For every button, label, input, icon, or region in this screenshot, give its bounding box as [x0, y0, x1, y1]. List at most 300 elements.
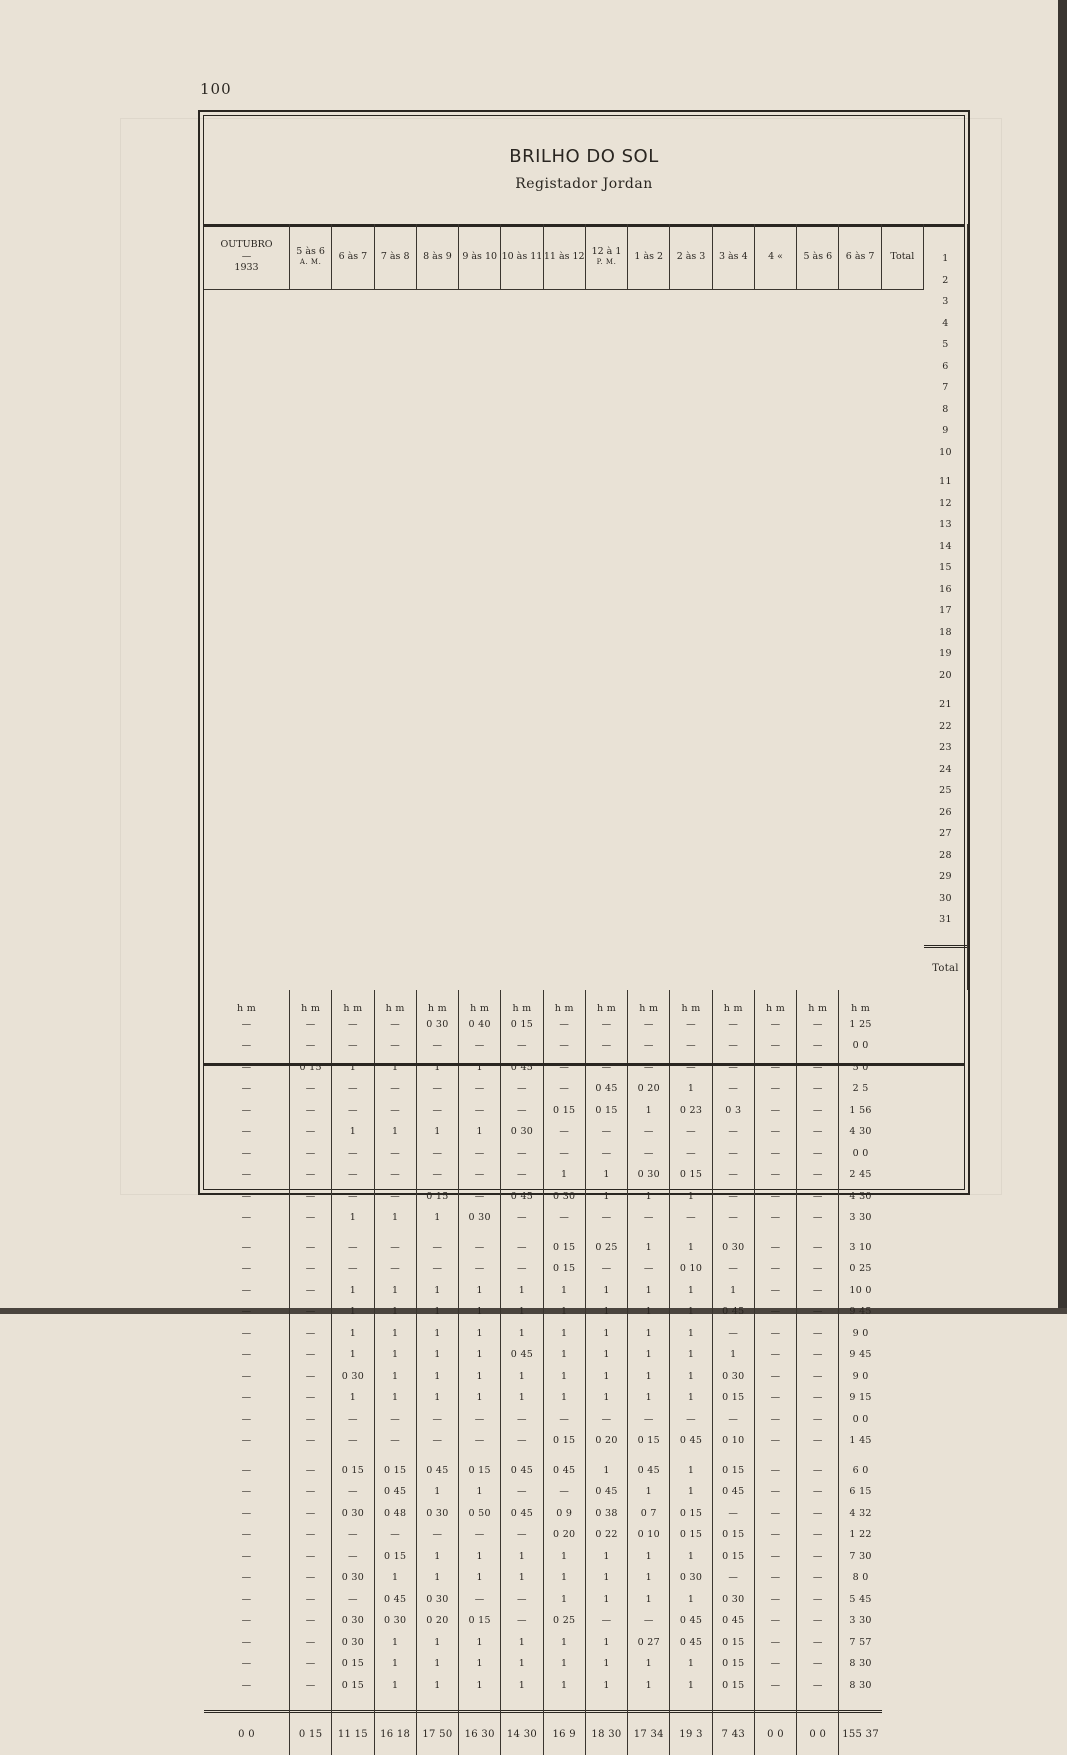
table-cell: 0 45: [501, 1344, 542, 1366]
table-cell: 0 30: [332, 1366, 373, 1388]
table-cell: 0 15: [459, 1610, 500, 1632]
table-cell: —: [586, 1143, 627, 1165]
table-cell: 9 15: [839, 1387, 881, 1409]
table-cell: —: [417, 1078, 458, 1100]
row-gap: [628, 1452, 669, 1460]
table-cell: 0 20: [417, 1610, 458, 1632]
table-cell: 3 30: [839, 1610, 881, 1632]
value-column-13: [797, 990, 839, 1755]
total-label: Total: [924, 948, 967, 990]
table-cell: 6 0: [839, 1460, 881, 1482]
table-cell: 1: [375, 1207, 416, 1229]
table-cell: —: [501, 1100, 542, 1122]
table-cell: 0 15: [544, 1237, 585, 1259]
table-cell: 1: [459, 1567, 500, 1589]
total-cell: 0 0: [797, 1713, 838, 1755]
table-cell: —: [713, 1409, 754, 1431]
table-cell: 0 15: [332, 1460, 373, 1482]
table-cell: —: [332, 1546, 373, 1568]
unit-label: h m: [501, 990, 542, 1014]
row-gap: [375, 1452, 416, 1460]
header-col-10: [713, 224, 755, 290]
table-cell: —: [332, 1237, 373, 1259]
table-cell: —: [544, 1057, 585, 1079]
value-column-4: [417, 990, 459, 1755]
header-col-label: 10 às 11: [502, 251, 543, 263]
table-cell: —: [544, 1035, 585, 1057]
row-gap: [501, 1452, 542, 1460]
table-cell: —: [459, 1589, 500, 1611]
table-cell: 1: [417, 1344, 458, 1366]
unit-label: h m: [797, 990, 838, 1014]
table-cell: 1: [628, 1237, 669, 1259]
table-cell: 0 15: [713, 1653, 754, 1675]
table-cell: —: [375, 1035, 416, 1057]
day-label: 27: [924, 823, 967, 845]
row-gap: [332, 1452, 373, 1460]
table-cell: 1: [670, 1366, 711, 1388]
header-month: [204, 224, 290, 290]
header-col-label: 7 às 8: [381, 251, 410, 263]
table-cell: 1: [670, 1653, 711, 1675]
table-cell: —: [755, 1301, 796, 1323]
table-cell: 1: [459, 1121, 500, 1143]
table-cell: 0 15: [501, 1014, 542, 1036]
total-separator: [713, 1696, 754, 1713]
table-cell: —: [713, 1258, 754, 1280]
unit-label: h m: [628, 990, 669, 1014]
total-cell: 19 3: [670, 1713, 711, 1755]
table-cell: —: [375, 1100, 416, 1122]
row-gap: [204, 1229, 289, 1237]
table-cell: —: [204, 1610, 289, 1632]
table-cell: 0 45: [670, 1430, 711, 1452]
header-col-label: 9 às 10: [462, 251, 497, 263]
table-cell: —: [755, 1323, 796, 1345]
table-cell: —: [204, 1164, 289, 1186]
table-cell: 0 30: [628, 1164, 669, 1186]
table-cell: —: [501, 1524, 542, 1546]
table-cell: 1: [375, 1057, 416, 1079]
value-column-0: [204, 990, 290, 1755]
table-cell: —: [586, 1409, 627, 1431]
header-col-label: Total: [890, 251, 914, 263]
table-cell: —: [586, 1014, 627, 1036]
table-cell: —: [797, 1653, 838, 1675]
table-cell: 0 20: [586, 1430, 627, 1452]
table-cell: 1: [586, 1387, 627, 1409]
table-cell: —: [586, 1610, 627, 1632]
table-cell: 0 27: [628, 1632, 669, 1654]
table-cell: —: [797, 1186, 838, 1208]
table-cell: 1: [628, 1366, 669, 1388]
table-cell: 1: [544, 1653, 585, 1675]
table-cell: 1: [501, 1567, 542, 1589]
table-cell: 1: [501, 1675, 542, 1697]
table-cell: 1: [332, 1344, 373, 1366]
table-cell: 8 30: [839, 1675, 881, 1697]
table-cell: —: [755, 1409, 796, 1431]
table-cell: —: [290, 1344, 331, 1366]
table-cell: —: [670, 1035, 711, 1057]
table-cell: —: [204, 1546, 289, 1568]
table-cell: —: [755, 1632, 796, 1654]
day-label: 16: [924, 579, 967, 601]
header-col-5: [501, 224, 543, 290]
unit-label: h m: [755, 990, 796, 1014]
table-cell: —: [204, 1481, 289, 1503]
unit-label: h m: [417, 990, 458, 1014]
table-cell: 0 15: [670, 1164, 711, 1186]
table-cell: 1: [332, 1387, 373, 1409]
table-cell: —: [755, 1589, 796, 1611]
table-cell: —: [755, 1460, 796, 1482]
table-cell: 0 45: [501, 1460, 542, 1482]
table-cell: 0 30: [713, 1237, 754, 1259]
table-cell: —: [417, 1409, 458, 1431]
table-cell: 1: [586, 1632, 627, 1654]
table-cell: —: [713, 1186, 754, 1208]
value-column-12: [755, 990, 797, 1755]
table-cell: 1: [628, 1546, 669, 1568]
table-cell: 1: [417, 1207, 458, 1229]
table-cell: 1: [544, 1366, 585, 1388]
table-cell: —: [501, 1258, 542, 1280]
table-cell: —: [290, 1035, 331, 1057]
table-cell: 0 15: [670, 1524, 711, 1546]
table-cell: 1: [332, 1280, 373, 1302]
table-cell: —: [290, 1121, 331, 1143]
table-cell: 0 15: [459, 1460, 500, 1482]
table-cell: 0 38: [586, 1503, 627, 1525]
table-cell: —: [459, 1409, 500, 1431]
table-cell: —: [290, 1610, 331, 1632]
total-cell: 16 30: [459, 1713, 500, 1755]
total-cell: 0 0: [204, 1713, 289, 1755]
table-cell: —: [459, 1143, 500, 1165]
table-cell: —: [586, 1035, 627, 1057]
table-cell: 1: [628, 1675, 669, 1697]
day-label: 8: [924, 399, 967, 421]
table-cell: 1: [501, 1387, 542, 1409]
row-gap: [924, 686, 967, 694]
table-cell: —: [755, 1207, 796, 1229]
table-cell: 1: [417, 1121, 458, 1143]
table-cell: 1: [586, 1323, 627, 1345]
row-gap: [417, 1229, 458, 1237]
table-cell: 1: [459, 1344, 500, 1366]
table-cell: 0 50: [459, 1503, 500, 1525]
table-cell: 1: [375, 1344, 416, 1366]
table-cell: —: [204, 1430, 289, 1452]
table-cell: 1: [628, 1344, 669, 1366]
table-cell: 4 30: [839, 1121, 881, 1143]
table-cell: —: [628, 1014, 669, 1036]
table-cell: 0 7: [628, 1503, 669, 1525]
table-cell: 1: [375, 1366, 416, 1388]
table-cell: 1: [670, 1481, 711, 1503]
table-cell: —: [755, 1280, 796, 1302]
row-gap: [544, 1452, 585, 1460]
day-label: 5: [924, 334, 967, 356]
row-gap: [586, 1229, 627, 1237]
header-col-label: 3 às 4: [719, 251, 748, 263]
table-cell: —: [332, 1143, 373, 1165]
table-cell: —: [755, 1567, 796, 1589]
total-separator: [755, 1696, 796, 1713]
row-gap: [713, 1452, 754, 1460]
table-cell: 0 45: [586, 1481, 627, 1503]
unit-label: h m: [670, 990, 711, 1014]
table-cell: 1: [544, 1280, 585, 1302]
table-cell: 1: [459, 1366, 500, 1388]
table-cell: —: [713, 1164, 754, 1186]
table-cell: 1: [628, 1100, 669, 1122]
table-cell: 1: [713, 1344, 754, 1366]
table-cell: 0 3: [713, 1100, 754, 1122]
table-cell: —: [670, 1409, 711, 1431]
total-separator: [797, 1696, 838, 1713]
table-cell: —: [544, 1014, 585, 1036]
table-cell: 1: [375, 1653, 416, 1675]
day-label: 4: [924, 313, 967, 335]
total-separator: [924, 931, 967, 948]
table-cell: —: [375, 1237, 416, 1259]
table-cell: —: [713, 1567, 754, 1589]
table-cell: —: [290, 1460, 331, 1482]
table-cell: —: [459, 1237, 500, 1259]
unit-label: h m: [204, 990, 289, 1014]
table-cell: 0 20: [544, 1524, 585, 1546]
row-gap: [375, 1229, 416, 1237]
table-cell: —: [797, 1014, 838, 1036]
table-cell: —: [755, 1035, 796, 1057]
row-gap: [204, 1452, 289, 1460]
table-cell: —: [375, 1078, 416, 1100]
table-cell: 0 22: [586, 1524, 627, 1546]
table-cell: 1: [501, 1546, 542, 1568]
table-cell: —: [332, 1078, 373, 1100]
table-cell: —: [797, 1258, 838, 1280]
table-cell: —: [713, 1207, 754, 1229]
table-cell: 0 40: [459, 1014, 500, 1036]
table-cell: —: [204, 1301, 289, 1323]
table-cell: —: [290, 1280, 331, 1302]
row-gap: [332, 1229, 373, 1237]
table-cell: 5 0: [839, 1057, 881, 1079]
table-cell: 0 45: [713, 1481, 754, 1503]
value-column-14: [839, 990, 881, 1755]
day-label: 26: [924, 802, 967, 824]
table-cell: 0 45: [713, 1610, 754, 1632]
table-cell: 0 30: [332, 1567, 373, 1589]
table-cell: 0 15: [332, 1675, 373, 1697]
table-cell: 1: [586, 1164, 627, 1186]
table-cell: 1: [417, 1675, 458, 1697]
value-column-6: [501, 990, 543, 1755]
table-frame: [198, 110, 970, 1195]
table-cell: 0 45: [501, 1503, 542, 1525]
table-cell: —: [713, 1503, 754, 1525]
table-cell: —: [797, 1409, 838, 1431]
table-cell: —: [375, 1164, 416, 1186]
table-cell: —: [501, 1237, 542, 1259]
table-cell: 0 25: [586, 1237, 627, 1259]
table-cell: —: [797, 1121, 838, 1143]
table-cell: —: [628, 1035, 669, 1057]
table-cell: 1: [670, 1387, 711, 1409]
table-cell: —: [204, 1014, 289, 1036]
table-cell: 1: [375, 1323, 416, 1345]
table-cell: —: [797, 1344, 838, 1366]
table-cell: —: [797, 1035, 838, 1057]
table-cell: —: [501, 1610, 542, 1632]
table-cell: 1: [417, 1280, 458, 1302]
page-subtitle: Registador Jordan: [204, 176, 964, 192]
table-cell: —: [755, 1057, 796, 1079]
table-cell: —: [459, 1430, 500, 1452]
table-cell: 0 15: [417, 1186, 458, 1208]
table-cell: —: [290, 1481, 331, 1503]
table-cell: 0 20: [628, 1078, 669, 1100]
table-cell: 1: [544, 1675, 585, 1697]
table-cell: —: [459, 1078, 500, 1100]
table-cell: 0 25: [544, 1610, 585, 1632]
table-cell: 2 5: [839, 1078, 881, 1100]
table-cell: 1: [670, 1546, 711, 1568]
table-cell: —: [290, 1100, 331, 1122]
header-col-13: [839, 224, 881, 290]
table-cell: 1: [670, 1675, 711, 1697]
table-cell: 1: [375, 1280, 416, 1302]
total-separator: [670, 1696, 711, 1713]
table-cell: —: [628, 1207, 669, 1229]
header-col-14: [882, 224, 924, 290]
table-cell: 1: [417, 1366, 458, 1388]
table-cell: —: [755, 1100, 796, 1122]
table-cell: 1: [417, 1546, 458, 1568]
table-cell: —: [204, 1078, 289, 1100]
table-cell: —: [797, 1632, 838, 1654]
table-cell: —: [755, 1344, 796, 1366]
table-cell: 1: [332, 1301, 373, 1323]
table-cell: 0 30: [459, 1207, 500, 1229]
table-cell: —: [459, 1524, 500, 1546]
row-gap: [839, 1229, 881, 1237]
table-cell: —: [586, 1121, 627, 1143]
day-label: 17: [924, 600, 967, 622]
table-cell: 0 10: [628, 1524, 669, 1546]
total-separator: [544, 1696, 585, 1713]
table-cell: 0 15: [544, 1100, 585, 1122]
lower-separator: [204, 1063, 964, 1066]
table-cell: —: [290, 1524, 331, 1546]
day-label: 10: [924, 442, 967, 464]
table-cell: 1: [459, 1323, 500, 1345]
table-cell: —: [204, 1567, 289, 1589]
table-cell: 0 45: [501, 1186, 542, 1208]
table-cell: —: [670, 1014, 711, 1036]
table-cell: 1: [375, 1301, 416, 1323]
table-cell: 0 15: [375, 1546, 416, 1568]
table-cell: 1: [670, 1280, 711, 1302]
table-cell: —: [501, 1078, 542, 1100]
table-cell: —: [375, 1258, 416, 1280]
table-cell: 9 45: [839, 1344, 881, 1366]
row-gap: [797, 1452, 838, 1460]
table-cell: 4 32: [839, 1503, 881, 1525]
value-column-9: [628, 990, 670, 1755]
table-cell: —: [797, 1301, 838, 1323]
table-cell: —: [755, 1546, 796, 1568]
total-separator: [204, 1696, 289, 1713]
table-cell: 0 9: [544, 1503, 585, 1525]
table-cell: —: [290, 1430, 331, 1452]
table-cell: 3 30: [839, 1207, 881, 1229]
table-cell: 1: [628, 1653, 669, 1675]
table-cell: —: [755, 1503, 796, 1525]
total-separator: [839, 1696, 881, 1713]
table-cell: —: [797, 1675, 838, 1697]
table-cell: 1: [670, 1344, 711, 1366]
table-cell: 0 15: [290, 1057, 331, 1079]
table-cell: 0 45: [670, 1632, 711, 1654]
day-label: 22: [924, 716, 967, 738]
total-separator: [332, 1696, 373, 1713]
table-cell: —: [628, 1057, 669, 1079]
table-cell: —: [628, 1143, 669, 1165]
row-gap: [586, 1452, 627, 1460]
table-cell: 1: [586, 1280, 627, 1302]
table-cell: —: [375, 1014, 416, 1036]
table-cell: 1: [375, 1632, 416, 1654]
row-gap: [501, 1229, 542, 1237]
table-cell: 1 22: [839, 1524, 881, 1546]
header-col-label: 5 às 6: [296, 246, 325, 258]
table-cell: 1: [586, 1546, 627, 1568]
table-cell: —: [501, 1143, 542, 1165]
table-cell: —: [755, 1237, 796, 1259]
table-cell: 1: [628, 1301, 669, 1323]
unit-label: h m: [839, 990, 881, 1014]
header-col-label: 6 às 7: [846, 251, 875, 263]
table-cell: —: [797, 1078, 838, 1100]
unit-label: h m: [459, 990, 500, 1014]
table-cell: —: [332, 1100, 373, 1122]
header-month-name: OUTUBRO: [220, 239, 272, 251]
table-cell: —: [797, 1164, 838, 1186]
table-cell: 5 45: [839, 1589, 881, 1611]
table-cell: 8 0: [839, 1567, 881, 1589]
table-cell: 0 15: [713, 1632, 754, 1654]
table-cell: —: [755, 1078, 796, 1100]
day-label: 19: [924, 643, 967, 665]
row-gap: [924, 463, 967, 471]
table-cell: —: [797, 1143, 838, 1165]
table-cell: 4 30: [839, 1186, 881, 1208]
day-label: 29: [924, 866, 967, 888]
table-cell: —: [417, 1430, 458, 1452]
table-cell: 0 15: [670, 1503, 711, 1525]
header-col-1: [332, 224, 374, 290]
total-cell: 14 30: [501, 1713, 542, 1755]
table-cell: 9 0: [839, 1366, 881, 1388]
table-cell: 0 10: [713, 1430, 754, 1452]
table-cell: —: [713, 1323, 754, 1345]
table-cell: —: [332, 1524, 373, 1546]
day-label: 2: [924, 270, 967, 292]
table-cell: —: [204, 1366, 289, 1388]
